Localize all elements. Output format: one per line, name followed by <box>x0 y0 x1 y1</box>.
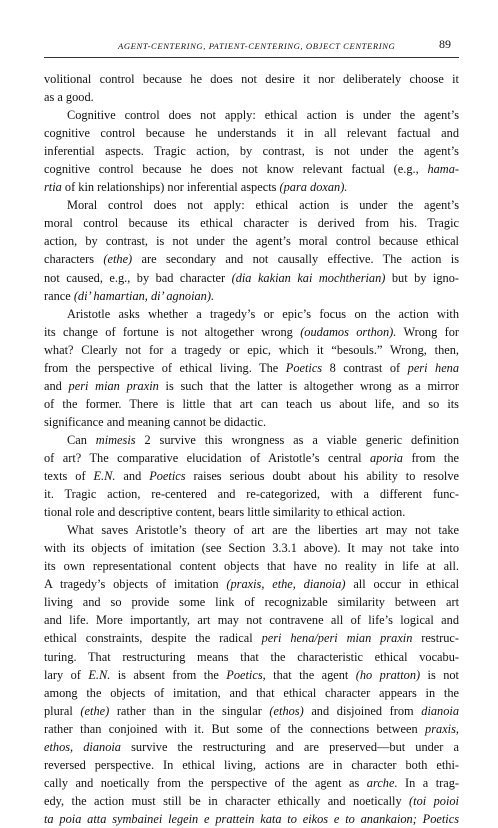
italic-term: peri hena <box>407 360 460 375</box>
text-run: What saves Aristotle’s theory of art are the liberties art may not take <box>67 523 459 538</box>
italic-term: ta poia atta symbainei legein e prattein kata to eikos e to anankaion; Poetics <box>44 811 459 826</box>
text-run: that the agent <box>265 667 356 682</box>
text-run: characters <box>44 252 104 267</box>
text-line <box>44 214 459 232</box>
text-line <box>44 648 459 666</box>
text-run: from the perspective of ethical living. The <box>44 360 286 375</box>
text-line <box>44 774 459 792</box>
text-run: ethical constraints, despite the radical <box>44 631 262 646</box>
text-run: of kin relationships) nor inferential aspects <box>61 180 280 195</box>
text-line <box>44 160 459 178</box>
text-run: reversed perspective. In ethical living, actions are in character both ethi- <box>44 757 459 772</box>
text-line <box>44 684 459 702</box>
text-run: turing. That restructuring means that the characteristic ethical vocabu- <box>44 649 459 664</box>
text-line <box>44 629 459 647</box>
text-line <box>44 738 459 756</box>
text-run: cognitive control because he does not know relevant factual (e.g., <box>44 162 428 177</box>
text-run: all occur in ethical <box>345 577 460 592</box>
text-run: action, by contrast, is not under the agent’s moral control because ethical <box>44 234 459 249</box>
italic-term: Poetics <box>149 469 186 484</box>
text-run: and <box>44 378 69 393</box>
text-line <box>44 196 459 214</box>
italic-term: arche. <box>366 775 398 790</box>
text-run: rather than in the singular <box>109 703 270 718</box>
text-line <box>44 359 459 377</box>
text-run: A tragedy’s objects of imitation <box>44 577 227 592</box>
text-line <box>44 269 459 287</box>
text-line <box>44 593 459 611</box>
page-number: 89 <box>439 37 451 51</box>
text-run: tional role and descriptive content, bears little similarity to ethical action. <box>44 505 406 520</box>
text-run: from the <box>402 450 460 465</box>
text-run: among the objects of imitation, and that ethical character appears in the <box>44 685 459 700</box>
text-line <box>44 341 459 359</box>
text-run: and <box>115 469 150 484</box>
body-text <box>44 70 459 828</box>
italic-term: (ethe) <box>80 703 110 718</box>
text-run: plural <box>44 703 81 718</box>
text-run: rance <box>44 288 74 303</box>
text-line <box>44 413 459 431</box>
text-run: and life. More importantly, art may not contravene all of life’s logical and <box>44 613 459 628</box>
italic-term: Poetics, <box>226 667 266 682</box>
text-line <box>44 485 459 503</box>
italic-term: (ho pratton) <box>355 667 421 682</box>
text-run: raises serious doubt about his ability to resolve <box>185 469 459 484</box>
text-run: living and so provide some link of recognizable similarity between art <box>44 595 459 610</box>
text-run: what? Clearly not for a tragedy or epic, which it “besouls.” Wrong, then, <box>44 342 459 357</box>
text-run: lary of <box>44 667 89 682</box>
text-run: texts of <box>44 469 94 484</box>
italic-term: (ethe) <box>103 252 133 267</box>
italic-term: mimesis <box>95 432 136 447</box>
text-line <box>44 88 459 106</box>
italic-term: hama- <box>427 162 459 177</box>
text-run: and disjoined from <box>303 703 422 718</box>
text-line <box>44 503 459 521</box>
text-line <box>44 178 459 196</box>
text-run: volitional control because he does not desire it nor deliberately choose it <box>44 72 459 86</box>
text-run: Wrong for <box>396 324 459 339</box>
text-run: moral control because its ethical character is derived from his. Tragic <box>44 216 459 231</box>
text-line <box>44 557 459 575</box>
text-run: of the former. There is little that art can teach us about life, and so its <box>44 396 459 411</box>
text-run: Cognitive control does not apply: ethical action is under the agent’s <box>67 108 459 123</box>
text-run: In a trag- <box>397 775 459 790</box>
italic-term: peri mian praxin <box>68 378 159 393</box>
text-line <box>44 377 459 395</box>
text-run: restruc- <box>412 631 460 646</box>
running-head: AGENT-CENTERING, PATIENT-CENTERING, OBJECT CENTERING <box>118 41 396 51</box>
text-line <box>44 70 459 88</box>
text-run: of art? The comparative elucidation of Aristotle’s central <box>44 450 371 465</box>
text-run: its change of fortune is not altogether wrong <box>44 324 301 339</box>
text-line <box>44 575 459 593</box>
text-line <box>44 702 459 720</box>
text-line <box>44 810 459 828</box>
text-run: edy, the action must still be in character ethically and noetically <box>44 793 410 808</box>
text-line <box>44 106 459 124</box>
text-run: 2 survive this wrongness as a viable generic definition <box>135 432 459 447</box>
text-run: rather than conjoined with it. But some of the connections between <box>44 721 426 736</box>
italic-term: praxis, <box>425 721 459 736</box>
text-line <box>44 287 459 305</box>
text-line <box>44 756 459 774</box>
text-line <box>44 792 459 810</box>
italic-term: Poetics <box>285 360 323 375</box>
italic-term: rtia <box>44 180 62 195</box>
text-run: survive the restructuring and are preserved—but under a <box>120 739 459 754</box>
text-run: Aristotle asks whether a tragedy’s or epic’s focus on the action with <box>67 306 459 321</box>
text-line <box>44 250 459 268</box>
text-line <box>44 467 459 485</box>
text-run: cally and noetically from the perspective of the agent as <box>44 775 367 790</box>
text-line <box>44 232 459 250</box>
text-run: it. Tragic action, re-centered and re-categorized, with a different func- <box>44 487 459 502</box>
text-line <box>44 323 459 341</box>
text-line <box>44 431 459 449</box>
text-run: cognitive control because he understands it in all relevant factual and <box>44 126 459 141</box>
italic-term: (toi poioi <box>409 793 459 808</box>
text-run: are secondary and not causally effective. The action is <box>132 252 459 267</box>
text-line <box>44 142 459 160</box>
text-line <box>44 449 459 467</box>
text-run: 8 contrast of <box>322 360 408 375</box>
italic-term: (oudamos orthon). <box>300 324 397 339</box>
text-run: as a good. <box>44 90 94 105</box>
italic-term: (dia kakian kai mochtherian) <box>231 270 386 285</box>
text-run: is such that the latter is altogether wrong as a mirror <box>158 378 459 393</box>
text-run: its own representational content objects that have no reality in life at all. <box>44 559 459 574</box>
italic-term: dianoia <box>421 703 459 718</box>
text-run: inferential aspects. Tragic action, by contrast, is not under the agent’s <box>44 144 459 159</box>
text-run: is absent from the <box>110 667 227 682</box>
italic-term: (praxis, ethe, dianoia) <box>226 577 346 592</box>
italic-term: ethos, dianoia <box>44 739 121 754</box>
text-run: not caused, e.g., by bad character <box>44 270 232 285</box>
text-line <box>44 124 459 142</box>
text-run: with its objects of imitation (see Section 3.3.1 above). It may not take into <box>44 541 459 556</box>
italic-term: E.N. <box>88 667 111 682</box>
text-line <box>44 666 459 684</box>
text-line <box>44 539 459 557</box>
text-run: is not <box>420 667 459 682</box>
text-run: Moral control does not apply: ethical action is under the agent’s <box>67 198 459 213</box>
text-line <box>44 521 459 539</box>
text-run: significance and meaning cannot be didactic. <box>44 414 267 429</box>
text-line <box>44 611 459 629</box>
header-rule <box>44 57 459 58</box>
text-run: but by igno- <box>385 270 459 285</box>
italic-term: E.N. <box>93 469 116 484</box>
text-line <box>44 305 459 323</box>
italic-term: (di’ hamartian, di’ agnoian). <box>73 288 215 303</box>
text-run: Can <box>67 432 96 447</box>
italic-term: aporia <box>370 450 403 465</box>
italic-term: peri hena/peri mian praxin <box>261 631 413 646</box>
text-line <box>44 720 459 738</box>
italic-term: (para doxan). <box>279 180 348 195</box>
italic-term: (ethos) <box>269 703 304 718</box>
text-line <box>44 395 459 413</box>
